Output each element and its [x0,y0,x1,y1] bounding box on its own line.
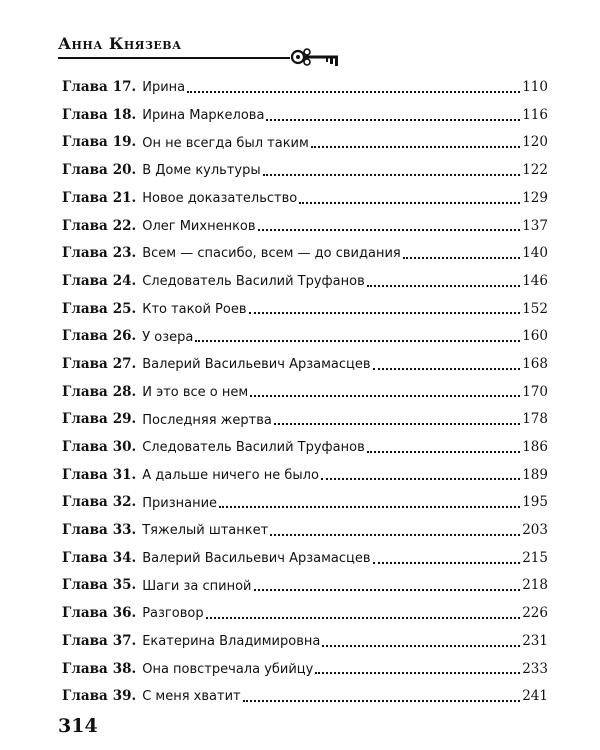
toc-entry [62,351,548,379]
chapter-page: 178 [522,411,548,428]
number-separator: . [131,245,137,262]
chapter-page: 231 [522,632,548,649]
chapter-title: Признание [142,495,218,511]
chapter-page: 110 [522,79,548,96]
number-separator: . [131,632,137,649]
chapter-label: Глава [62,605,108,622]
dot-leader [367,441,520,453]
toc-entry [62,323,548,351]
chapter-label: Глава [62,688,108,705]
dot-leader [299,192,520,204]
toc-entry [62,628,548,656]
number-separator: . [131,605,137,622]
number-separator: . [131,217,137,234]
chapter-number: 28 [112,383,132,400]
chapter-number: 20 [112,162,132,179]
toc-entry [62,240,548,268]
chapter-number: 38 [112,660,132,677]
chapter-title: Он не всегда был таким [142,135,309,151]
chapter-page: 226 [522,605,548,622]
toc-entry [62,406,548,434]
dot-leader [258,219,521,231]
chapter-title: Шаги за спиной [142,578,252,594]
toc-entry [62,517,548,545]
running-header [58,34,548,70]
toc-entry [62,268,548,296]
number-separator: . [131,494,137,511]
chapter-label: Глава [62,328,108,345]
toc-entry [62,655,548,683]
dot-leader [315,662,520,674]
toc-entry [62,545,548,573]
chapter-number: 33 [112,522,132,539]
toc-entry [62,129,548,157]
chapter-title: Всем — спасибо, всем — до свидания [142,246,401,262]
dot-leader [187,81,520,93]
chapter-title: Тяжелый штанкет [142,523,269,539]
chapter-label: Глава [62,466,108,483]
chapter-label: Глава [62,272,108,289]
toc-entry [62,212,548,240]
dot-leader [403,247,520,259]
toc-entry [62,462,548,490]
chapter-label: Глава [62,494,108,511]
chapter-label: Глава [62,632,108,649]
number-separator: . [131,162,137,179]
dot-leader [206,607,521,619]
toc-entry [62,434,548,462]
chapter-number: 21 [112,189,132,206]
chapter-number: 32 [112,494,132,511]
number-separator: . [131,79,137,96]
number-separator: . [131,522,137,539]
chapter-number: 19 [112,134,132,151]
number-separator: . [131,383,137,400]
dot-leader [254,579,521,591]
chapter-number: 34 [112,549,132,566]
toc-entry [62,489,548,517]
chapter-page: 152 [522,300,548,317]
author-name: Анна Князева [58,34,182,53]
dot-leader [250,385,520,397]
dot-leader [270,524,520,536]
dot-leader [263,164,521,176]
number-separator: . [131,466,137,483]
chapter-title: Следователь Василий Труфанов [142,274,365,290]
chapter-title: А дальше ничего не было [142,467,319,483]
dot-leader [219,496,520,508]
chapter-page: 195 [522,494,548,511]
chapter-label: Глава [62,522,108,539]
chapter-label: Глава [62,549,108,566]
chapter-label: Глава [62,383,108,400]
number-separator: . [131,439,137,456]
toc-entry [62,185,548,213]
chapter-number: 30 [112,439,132,456]
chapter-number: 26 [112,328,132,345]
chapter-label: Глава [62,217,108,234]
chapter-page: 140 [522,245,548,262]
toc-entry [62,157,548,185]
chapter-label: Глава [62,300,108,317]
chapter-page: 218 [522,577,548,594]
chapter-label: Глава [62,189,108,206]
toc-entry [62,379,548,407]
number-separator: . [131,134,137,151]
toc-entry [62,600,548,628]
chapter-title: С меня хватит [142,689,241,705]
chapter-number: 37 [112,632,132,649]
chapter-number: 17 [112,79,132,96]
dot-leader [373,552,521,564]
chapter-title: Валерий Васильевич Арзамасцев [142,357,371,373]
number-separator: . [131,688,137,705]
dot-leader [367,275,520,287]
toc-entry [62,572,548,600]
chapter-page: 215 [522,549,548,566]
chapter-page: 116 [522,106,548,123]
chapter-number: 29 [112,411,132,428]
toc-entry [62,683,548,711]
chapter-page: 233 [522,660,548,677]
chapter-number: 18 [112,106,132,123]
chapter-number: 31 [112,466,132,483]
chapter-title: У озера [142,329,194,345]
chapter-number: 24 [112,272,132,289]
chapter-page: 168 [522,355,548,372]
chapter-number: 22 [112,217,132,234]
dot-leader [274,413,520,425]
dot-leader [321,468,520,480]
number-separator: . [131,355,137,372]
dot-leader [311,136,520,148]
number-separator: . [131,106,137,123]
number-separator: . [131,300,137,317]
dot-leader [373,358,521,370]
chapter-title: Ирина [142,80,186,96]
chapter-title: Разговор [142,606,204,622]
chapter-page: 170 [522,383,548,400]
chapter-number: 35 [112,577,132,594]
dot-leader [243,690,521,702]
chapter-page: 203 [522,522,548,539]
number-separator: . [131,577,137,594]
chapter-label: Глава [62,355,108,372]
number-separator: . [131,328,137,345]
chapter-title: Ирина Маркелова [142,108,265,124]
chapter-number: 27 [112,355,132,372]
chapter-title: И это все о нем [142,384,249,400]
chapter-label: Глава [62,577,108,594]
chapter-label: Глава [62,660,108,677]
chapter-label: Глава [62,106,108,123]
number-separator: . [131,660,137,677]
chapter-page: 241 [522,688,548,705]
chapter-title: Екатерина Владимировна [142,634,321,650]
header-rule [58,57,290,59]
number-separator: . [131,189,137,206]
chapter-page: 189 [522,466,548,483]
dot-leader [266,109,520,121]
chapter-label: Глава [62,411,108,428]
chapter-number: 23 [112,245,132,262]
number-separator: . [131,411,137,428]
chapter-title: Новое доказательство [142,191,298,207]
chapter-number: 36 [112,605,132,622]
chapter-title: В Доме культуры [142,163,261,179]
chapter-title: Олег Михненков [142,218,256,234]
chapter-title: Валерий Васильевич Арзамасцев [142,551,371,567]
chapter-number: 25 [112,300,132,317]
chapter-title: Кто такой Роев [142,301,247,317]
chapter-page: 146 [522,272,548,289]
page-number: 314 [58,715,98,737]
dot-leader [322,635,520,647]
chapter-page: 122 [522,162,548,179]
toc-entry [62,296,548,324]
chapter-label: Глава [62,79,108,96]
chapter-label: Глава [62,439,108,456]
chapter-label: Глава [62,245,108,262]
chapter-label: Глава [62,162,108,179]
chapter-page: 129 [522,189,548,206]
chapter-label: Глава [62,134,108,151]
number-separator: . [131,549,137,566]
chapter-page: 137 [522,217,548,234]
chapter-title: Она повстречала убийцу [142,661,314,677]
chapter-title: Последняя жертва [142,412,272,428]
key-icon [290,46,344,68]
chapter-page: 160 [522,328,548,345]
dot-leader [249,302,521,314]
toc-entry [62,102,548,130]
chapter-title: Следователь Василий Труфанов [142,440,365,456]
table-of-contents [62,74,548,711]
toc-entry [62,74,548,102]
chapter-page: 186 [522,439,548,456]
chapter-page: 120 [522,134,548,151]
number-separator: . [131,272,137,289]
dot-leader [195,330,520,342]
chapter-number: 39 [112,688,132,705]
